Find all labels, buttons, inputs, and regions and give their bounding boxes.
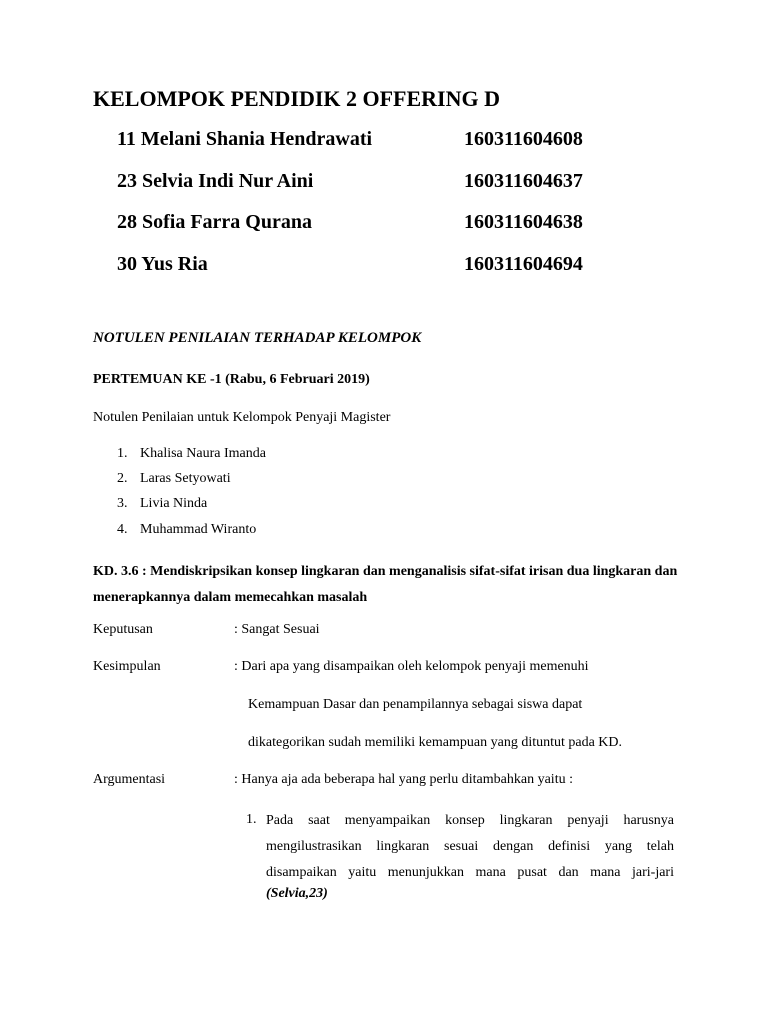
- kesimpulan-line: Kemampuan Dasar dan penampilannya sebagai siswa dapat: [248, 697, 583, 712]
- keputusan-label: Keputusan: [93, 622, 153, 637]
- keputusan-value: : Sangat Sesuai: [234, 622, 320, 637]
- group-title: KELOMPOK PENDIDIK 2 OFFERING D: [93, 86, 501, 111]
- meeting-date: PERTEMUAN KE -1 (Rabu, 6 Februari 2019): [93, 372, 370, 387]
- argument-item-text: Pada saat menyampaikan konsep lingkaran penyaji harusnya mengilustrasikan lingkaran sesuai dengan definisi yang telah disampaikan yaitu menunjukkan mana pusat dan mana jari-jari: [266, 813, 674, 880]
- member-name: 30 Yus Ria: [117, 253, 208, 275]
- argument-item-author: (Selvia,23): [266, 886, 328, 901]
- kd-statement: KD. 3.6 : Mendiskripsikan konsep lingkaran dan menganalisis sifat-sifat irisan dua lingkaran dan menerapkannya dalam memecahkan masalah: [93, 564, 678, 605]
- member-nim: 160311604608: [464, 128, 583, 150]
- member-nim: 160311604694: [464, 253, 583, 275]
- list-item-number: 3.: [117, 496, 128, 511]
- list-item-number: 1.: [117, 446, 128, 461]
- argument-item-number: 1.: [246, 812, 257, 827]
- kesimpulan-label: Kesimpulan: [93, 659, 161, 674]
- member-nim: 160311604638: [464, 211, 583, 233]
- list-item: Muhammad Wiranto: [140, 522, 257, 537]
- argumentasi-label: Argumentasi: [93, 772, 166, 787]
- list-item: Laras Setyowati: [140, 471, 231, 486]
- argumentasi-value: : Hanya aja ada beberapa hal yang perlu ditambahkan yaitu :: [234, 772, 573, 787]
- member-nim: 160311604637: [464, 170, 583, 192]
- list-item: Livia Ninda: [140, 496, 208, 511]
- section-heading: NOTULEN PENILAIAN TERHADAP KELOMPOK: [93, 330, 422, 346]
- list-item-number: 2.: [117, 471, 128, 486]
- list-item: Khalisa Naura Imanda: [140, 446, 266, 461]
- member-name: 23 Selvia Indi Nur Aini: [117, 170, 314, 192]
- member-name: 11 Melani Shania Hendrawati: [117, 128, 373, 150]
- kesimpulan-line: : Dari apa yang disampaikan oleh kelompok penyaji memenuhi: [234, 659, 589, 674]
- kesimpulan-line: dikategorikan sudah memiliki kemampuan yang dituntut pada KD.: [248, 735, 623, 750]
- intro-text: Notulen Penilaian untuk Kelompok Penyaji Magister: [93, 410, 391, 425]
- member-name: 28 Sofia Farra Qurana: [117, 211, 312, 233]
- list-item-number: 4.: [117, 522, 128, 537]
